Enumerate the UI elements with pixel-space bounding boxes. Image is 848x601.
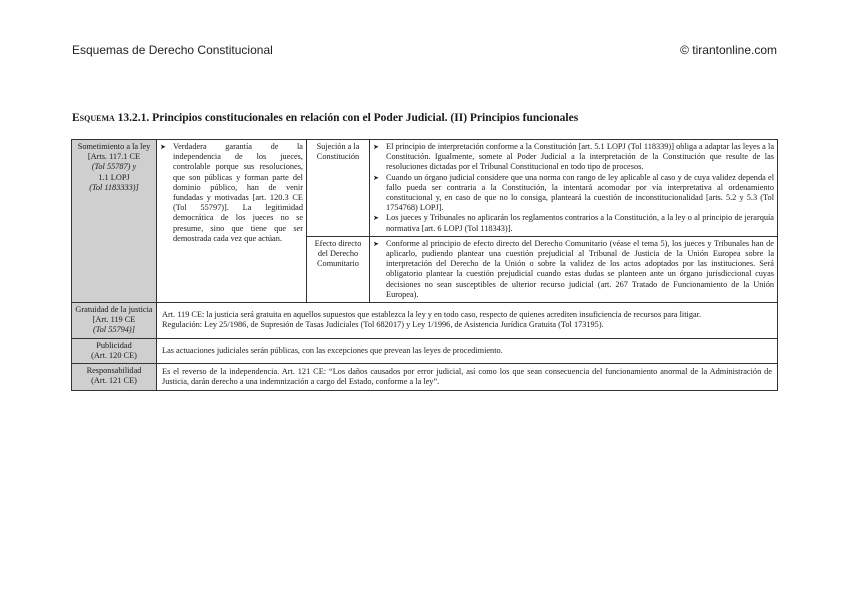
efecto-content xyxy=(370,236,778,302)
scheme-table xyxy=(71,139,778,391)
list-item: ➤ El principio de interpretación conforme a la Constitución [art. 5.1 LOPJ (Tol 118339)] obliga a adaptar las leyes a la Constitución. Igualmente, somete al Poder Judicial a la interpretación de la Constitución que resulte de las resoluciones dictadas por el Tribunal Constitucional en todo tipo de procesos. xyxy=(373,142,774,173)
page-title xyxy=(72,112,782,124)
gratuidad-content: Art. 119 CE: la justicia será gratuita en aquellos supuestos que establezca la ley y en todo caso, respecto de quienes acrediten insuficiencia de recursos para litigar. Regulación: Ley 25/1986, de Supresión de Tasas Judiciales (Tol 682017) y Ley 1/1996, de Asistencia Jurídica Gratuita (Tol 173195). xyxy=(157,303,778,339)
publicidad-content: Las actuaciones judiciales serán públicas, con las excepciones que prevean las leyes de procedimiento. xyxy=(157,338,778,363)
efecto-label: Efecto directo del Derecho Comunitario xyxy=(307,236,370,302)
responsabilidad-content: Es el reverso de la independencia. Art. 121 CE: “Los daños causados por error judicial, así como los que sean consecuencia del funcionamiento anormal de la Administración de Justicia, darán derecho a una indemnización a cargo del Estado, conforme a la ley”. xyxy=(157,364,778,391)
title-text: 13.2.1. Principios constitucionales en relación con el Poder Judicial. (II) Principios funcionales xyxy=(117,112,579,124)
table-row-publicidad xyxy=(72,338,778,363)
sometimiento-label: Sometimiento a la ley [Arts. 117.1 CE (Tol 55787) y 1.1 LOPJ (Tol 1183333)] xyxy=(72,140,157,303)
running-header-right: © tirantonline.com xyxy=(680,43,777,57)
table-row-responsabilidad xyxy=(72,364,778,391)
list-item: ➤ Cuando un órgano judicial considere que una norma con rango de ley aplicable al caso y de cuya validez dependa el fallo pueda ser contraria a la Constitución, la intentará acomodar por vía interpretativa al ordenamiento constitucional y, en caso de que no lo consiga, planteará la cuestión de inconstitucionalidad [arts. 5.2 y 5.3 (Tol 1754768) LOPJ]. xyxy=(373,173,774,214)
list-item: ➤ Verdadera garantía de la independencia de los jueces, controlable porque sus resoluciones, que son públicas y forman parte del dominio público, han de venir fundadas y motivadas [art. 120.3 CE (Tol 55797)]. La legitimidad democrática de los jueces no se presume, sino que tiene que ser demostrada cada vez que actúan. xyxy=(160,142,303,244)
publicidad-label: Publicidad (Art. 120 CE) xyxy=(72,338,157,363)
title-prefix: Esquema xyxy=(72,112,115,124)
sometimiento-description xyxy=(157,140,307,303)
sujecion-label: Sujeción a la Constitución xyxy=(307,140,370,237)
table-row-gratuidad xyxy=(72,303,778,339)
list-item: ➤ Conforme al principio de efecto directo del Derecho Comunitario (véase el tema 5), los jueces y Tribunales han de aplicarlo, pudiendo plantear una cuestión prejudicial al Tribunal de Justicia de la Unión Europea sobre la interpretación del Derecho de la Unión o sobre la validez de los actos adoptados por las instituciones. Será obligatorio plantear la cuestión prejudicial cuando estas dudas se planteen ante un órgano jurisdiccional cuyas decisiones no sean susceptibles de ulterior recurso judicial (art. 267 Tratado de Funcionamiento de la Unión Europea). xyxy=(373,239,774,300)
sujecion-content xyxy=(370,140,778,237)
list-item: ➤ Los jueces y Tribunales no aplicarán los reglamentos contrarios a la Constitución, a la ley o al principio de jerarquía normativa [art. 6 LOPJ (Tol 118343)]. xyxy=(373,213,774,233)
table-row-sujecion xyxy=(72,140,778,237)
responsabilidad-label: Responsabilidad (Art. 121 CE) xyxy=(72,364,157,391)
running-header-left: Esquemas de Derecho Constitucional xyxy=(72,43,273,57)
gratuidad-label: Gratuidad de la justicia [Art. 119 CE (Tol 55794)] xyxy=(72,303,157,339)
